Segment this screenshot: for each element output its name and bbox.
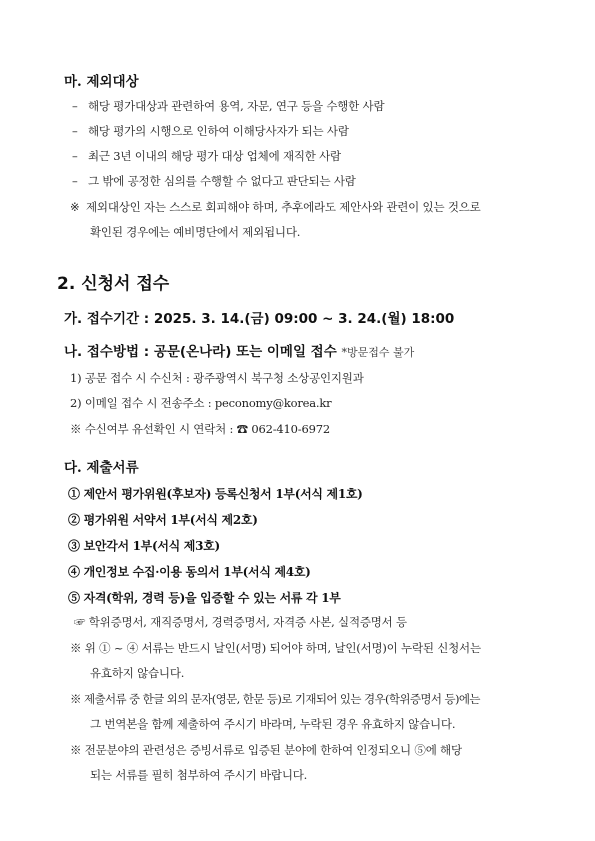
method-email: 2) 이메일 접수 시 전송주소 : peconomy@korea.kr [70,396,332,410]
exclusion-item: – 그 밖에 공정한 심의를 수행할 수 없다고 판단되는 사람 [72,174,356,188]
method-official-letter: 1) 공문 접수 시 수신처 : 광주광역시 북구청 소상공인지원과 [70,371,364,385]
required-doc: ① 제안서 평가위원(후보자) 등록신청서 1부(서식 제1호) [68,487,363,501]
section-2-title: 2. 신청서 접수 [57,274,170,294]
telephone-icon: ☎ [236,422,248,436]
submission-note: ※ 제출서류 중 한글 외의 문자(영문, 한문 등)로 기재되어 있는 경우(학위증명서 등)에는 [70,692,480,706]
no-visit-note: *방문접수 불가 [341,346,415,359]
exclusion-note: ※ 제외대상인 자는 스스로 회피해야 하며, 추후에라도 제안사와 관련이 있는 것으로 [70,200,481,214]
application-period: 가. 접수기간 : 2025. 3. 14.(금) 09:00 ~ 3. 24.(월) 18:00 [64,311,455,327]
exclusion-item: – 해당 평가대상과 관련하여 용역, 자문, 연구 등을 수행한 사람 [72,99,385,113]
exclusion-note-cont: 확인된 경우에는 예비명단에서 제외됩니다. [90,225,301,239]
submission-note-cont: 유효하지 않습니다. [90,666,185,680]
required-doc: ② 평가위원 서약서 1부(서식 제2호) [68,513,258,527]
section-da-title: 다. 제출서류 [64,460,139,476]
example-documents: ☞ 학위증명서, 재직증명서, 경력증명서, 자격증 사본, 실적증명서 등 [74,615,407,629]
submission-note: ※ 전문분야의 관련성은 증빙서류로 입증된 분야에 한하여 인정되오니 ⑤에 해당 [70,743,462,757]
submission-note-cont: 그 번역본을 함께 제출하여 주시기 바라며, 누락된 경우 유효하지 않습니다. [90,717,456,731]
contact-line: ※ 수신여부 유선확인 시 연락처 : ☎ 062-410-6972 [70,422,330,436]
required-doc: ③ 보안각서 1부(서식 제3호) [68,539,220,553]
submission-note-cont: 되는 서류를 필히 첨부하여 주시기 바랍니다. [90,768,308,782]
required-doc: ⑤ 자격(학위, 경력 등)을 입증할 수 있는 서류 각 1부 [68,591,341,605]
exclusion-item: – 최근 3년 이내의 해당 평가 대상 업체에 재직한 사람 [72,149,341,163]
application-method: 나. 접수방법 : 공문(온나라) 또는 이메일 접수 *방문접수 불가 [64,344,415,360]
exclusion-item: – 해당 평가의 시행으로 인하여 이해당사자가 되는 사람 [72,124,349,138]
required-doc: ④ 개인정보 수집·이용 동의서 1부(서식 제4호) [68,565,311,579]
submission-note: ※ 위 ① ~ ④ 서류는 반드시 날인(서명) 되어야 하며, 날인(서명)이 누락된 신청서는 [70,641,481,655]
section-ma-title: 마. 제외대상 [64,74,139,90]
